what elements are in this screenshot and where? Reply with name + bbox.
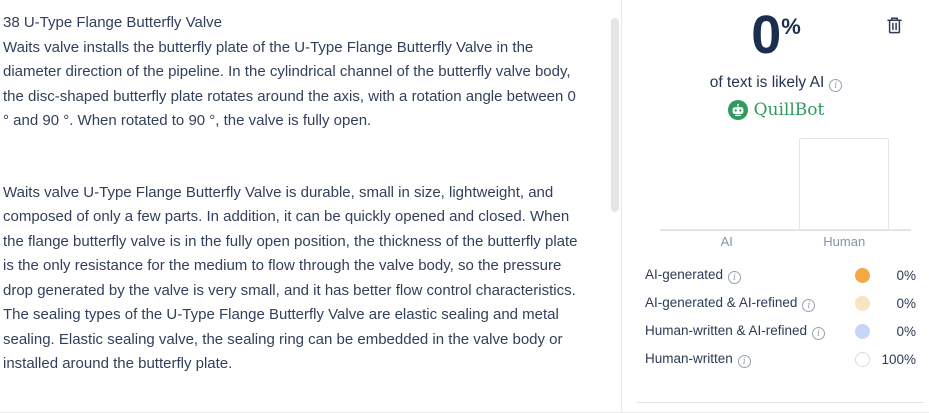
legend-dot-ai-generated	[855, 268, 870, 283]
legend-row-human-written-ai-refined	[645, 317, 916, 345]
info-icon[interactable]: i	[829, 79, 842, 92]
ai-score-unit: %	[781, 14, 801, 39]
legend-label-text: AI-generated & AI-refined	[645, 294, 798, 310]
legend-value: 0%	[896, 323, 916, 339]
bottom-divider	[637, 402, 924, 403]
legend-label	[645, 295, 855, 312]
chart-column-human	[786, 138, 904, 229]
legend-label-text: Human-written & AI-refined	[645, 322, 808, 338]
ai-score-panel	[623, 0, 929, 413]
ai-score-caption-text: of text is likely AI	[709, 74, 825, 91]
quillbot-wordmark: QuillBot	[753, 100, 825, 120]
ai-human-bar-chart	[668, 138, 903, 249]
legend-label	[645, 351, 855, 368]
info-icon[interactable]: i	[728, 271, 741, 284]
scrollbar-thumb[interactable]	[611, 18, 619, 212]
legend-row-human-written	[645, 345, 916, 373]
legend-dot-ai-generated-ai-refined	[855, 296, 870, 311]
legend-label-text: Human-written	[645, 350, 733, 366]
quillbot-robot-icon	[728, 100, 748, 120]
info-icon[interactable]: i	[812, 327, 825, 340]
x-axis-labels	[668, 234, 903, 249]
chart-plot	[668, 138, 903, 229]
legend-label	[645, 323, 855, 340]
legend-value: 0%	[896, 295, 916, 311]
document-paragraph-2: Waits valve U-Type Flange Butterfly Valve is durable, small in size, lightweight, and composed of only a few parts. In addition, it can be quickly opened and closed. When the flange butterfly valve is in the fully open position, the thickness of the butterfly plate is the only resistance for the medium to flow through the valve body, so the pressure drop generated by the valve is very small, and it has better flow control characteristics. The sealing types of the U-Type Flange Butterfly Valve are elastic sealing and metal sealing. Elastic sealing valve, the sealing ring can be embedded in the valve body or installed around the butterfly plate.	[3, 183, 578, 372]
legend-value: 100%	[881, 351, 916, 367]
legend-label-text: AI-generated	[645, 266, 724, 282]
legend-label	[645, 267, 855, 284]
info-icon[interactable]: i	[738, 355, 751, 368]
x-axis-line	[660, 229, 911, 231]
quillbot-logo	[623, 100, 929, 120]
document-title: 38 U-Type Flange Butterfly Valve	[3, 14, 222, 31]
chart-column-ai	[668, 138, 786, 229]
detection-legend	[645, 261, 916, 373]
legend-dot-human-written-ai-refined	[855, 324, 870, 339]
ai-score-value: 0	[751, 5, 781, 65]
x-label-ai: AI	[720, 234, 733, 249]
legend-row-ai-generated	[645, 261, 916, 289]
document-paragraph-1: Waits valve installs the butterfly plate of the U-Type Flange Butterfly Valve in the diameter direction of the pipeline. In the cylindrical channel of the butterfly valve body, the disc-shaped butterfly plate rotates around the axis, with a rotation angle between 0 ° and 90 °. When rotated to 90 °, the valve is fully open.	[3, 38, 576, 129]
ai-score-caption	[623, 74, 929, 92]
legend-value: 0%	[896, 267, 916, 283]
legend-row-ai-generated-ai-refined	[645, 289, 916, 317]
ai-score	[623, 5, 929, 65]
bar-human	[799, 138, 889, 229]
x-label-human: Human	[823, 234, 866, 249]
info-icon[interactable]: i	[802, 299, 815, 312]
legend-dot-human-written	[855, 352, 870, 367]
